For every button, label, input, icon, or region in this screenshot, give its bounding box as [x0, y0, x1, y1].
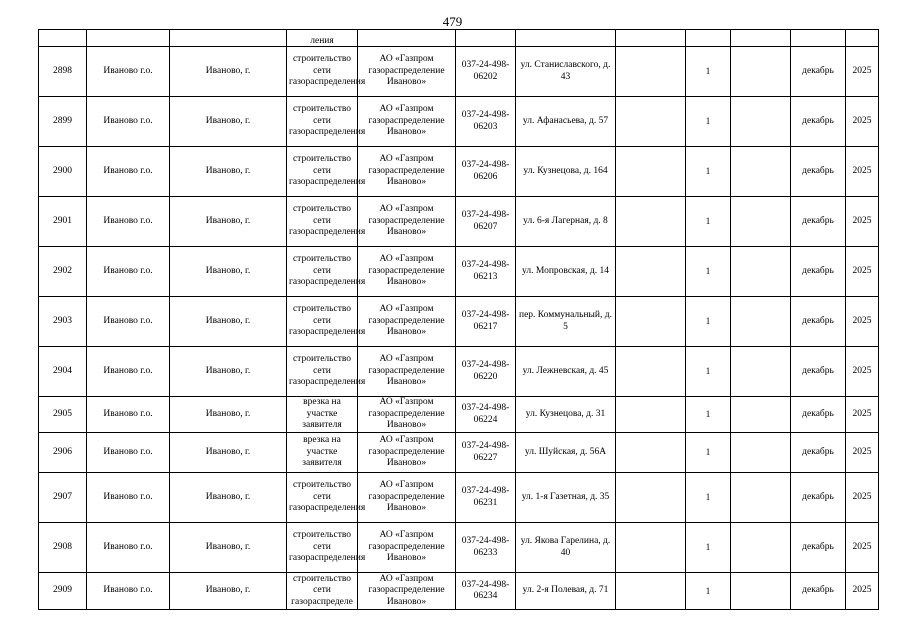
work-type-cell: строительство сети газораспределе — [287, 573, 358, 610]
month-cell: декабрь — [791, 247, 846, 297]
settlement-cell: Иваново, г. — [170, 397, 287, 433]
month-cell: декабрь — [791, 147, 846, 197]
year-cell: 2025 — [846, 197, 879, 247]
month-cell: декабрь — [791, 347, 846, 397]
month-cell: декабрь — [791, 573, 846, 610]
row-number-cell: 2898 — [39, 47, 87, 97]
organization-cell: АО «Газпром газораспределение Иваново» — [358, 97, 456, 147]
table-row — [39, 297, 879, 347]
code-cell: 037-24-498-06217 — [456, 297, 516, 347]
organization-cell: АО «Газпром газораспределение Иваново» — [358, 247, 456, 297]
mark-cell: 1 — [686, 523, 731, 573]
mark-cell: 1 — [686, 97, 731, 147]
address-cell: пер. Коммунальный, д. 5 — [516, 297, 616, 347]
year-cell: 2025 — [846, 147, 879, 197]
blank-cell — [731, 397, 791, 433]
work-type-cell: строительство сети газораспределения — [287, 247, 358, 297]
table-row — [39, 573, 879, 610]
month-cell: декабрь — [791, 297, 846, 347]
work-type-cell: строительство сети газораспределения — [287, 347, 358, 397]
settlement-cell: Иваново, г. — [170, 197, 287, 247]
organization-cell: АО «Газпром газораспределение Иваново» — [358, 47, 456, 97]
code-cell: 037-24-498-06227 — [456, 433, 516, 473]
code-cell: 037-24-498-06206 — [456, 147, 516, 197]
address-cell: ул. 1-я Газетная, д. 35 — [516, 473, 616, 523]
municipality-cell: Иваново г.о. — [87, 523, 170, 573]
work-type-cell: строительство сети газораспределения — [287, 47, 358, 97]
code-cell: 037-24-498-06213 — [456, 247, 516, 297]
work-type-cell: строительство сети газораспределения — [287, 97, 358, 147]
municipality-cell: Иваново г.о. — [87, 573, 170, 610]
blank-cell — [731, 197, 791, 247]
blank-cell — [731, 573, 791, 610]
code-cell: 037-24-498-06224 — [456, 397, 516, 433]
table-row — [39, 247, 879, 297]
address-cell: ул. Мопровская, д. 14 — [516, 247, 616, 297]
year-cell: 2025 — [846, 297, 879, 347]
mark-cell: 1 — [686, 147, 731, 197]
row-number-cell: 2905 — [39, 397, 87, 433]
organization-cell: АО «Газпром газораспределение Иваново» — [358, 197, 456, 247]
blank-cell — [731, 473, 791, 523]
table-row — [39, 523, 879, 573]
row-number-cell: 2907 — [39, 473, 87, 523]
address-cell: ул. Лежневская, д. 45 — [516, 347, 616, 397]
row-number-cell: 2906 — [39, 433, 87, 473]
mark-cell: 1 — [686, 433, 731, 473]
blank-cell — [731, 97, 791, 147]
municipality-cell: Иваново г.о. — [87, 397, 170, 433]
registry-table — [38, 29, 879, 610]
mark-cell: 1 — [686, 347, 731, 397]
year-cell: 2025 — [846, 97, 879, 147]
settlement-cell: Иваново, г. — [170, 297, 287, 347]
municipality-cell: Иваново г.о. — [87, 247, 170, 297]
settlement-cell: Иваново, г. — [170, 523, 287, 573]
organization-cell: АО «Газпром газораспределение Иваново» — [358, 397, 456, 433]
address-cell: ул. Шуйская, д. 56А — [516, 433, 616, 473]
address-cell: ул. Якова Гарелина, д. 40 — [516, 523, 616, 573]
blank-cell — [731, 347, 791, 397]
table-row — [39, 347, 879, 397]
row-number-cell: 2901 — [39, 197, 87, 247]
settlement-cell: Иваново, г. — [170, 573, 287, 610]
municipality-cell: Иваново г.о. — [87, 347, 170, 397]
organization-cell: АО «Газпром газораспределение Иваново» — [358, 433, 456, 473]
code-cell: 037-24-498-06220 — [456, 347, 516, 397]
blank-cell — [731, 247, 791, 297]
year-cell: 2025 — [846, 397, 879, 433]
code-cell: 037-24-498-06207 — [456, 197, 516, 247]
code-cell: 037-24-498-06233 — [456, 523, 516, 573]
month-cell: декабрь — [791, 473, 846, 523]
municipality-cell: Иваново г.о. — [87, 433, 170, 473]
year-cell: 2025 — [846, 473, 879, 523]
blank-cell — [616, 297, 686, 347]
page-number: 479 — [442, 14, 463, 29]
table-row — [39, 473, 879, 523]
work-type-cell: строительство сети газораспределения — [287, 523, 358, 573]
address-cell: ул. 2-я Полевая, д. 71 — [516, 573, 616, 610]
month-cell: декабрь — [791, 97, 846, 147]
row-number-cell: 2899 — [39, 97, 87, 147]
work-type-cell: ления — [287, 30, 358, 47]
row-number-cell: 2900 — [39, 147, 87, 197]
address-cell: ул. Афанасьева, д. 57 — [516, 97, 616, 147]
table-row — [39, 147, 879, 197]
row-number-cell: 2903 — [39, 297, 87, 347]
blank-cell — [616, 97, 686, 147]
row-number-cell: 2904 — [39, 347, 87, 397]
month-cell: декабрь — [791, 397, 846, 433]
mark-cell: 1 — [686, 297, 731, 347]
municipality-cell: Иваново г.о. — [87, 97, 170, 147]
month-cell: декабрь — [791, 47, 846, 97]
settlement-cell: Иваново, г. — [170, 97, 287, 147]
code-cell: 037-24-498-06203 — [456, 97, 516, 147]
table-row — [39, 433, 879, 473]
organization-cell: АО «Газпром газораспределение Иваново» — [358, 573, 456, 610]
municipality-cell: Иваново г.о. — [87, 473, 170, 523]
mark-cell: 1 — [686, 197, 731, 247]
work-type-cell: строительство сети газораспределения — [287, 297, 358, 347]
continuation-row — [39, 30, 879, 47]
year-cell: 2025 — [846, 47, 879, 97]
table-row — [39, 197, 879, 247]
settlement-cell: Иваново, г. — [170, 47, 287, 97]
blank-cell — [616, 247, 686, 297]
work-type-cell: врезка на участке заявителя — [287, 397, 358, 433]
blank-cell — [616, 433, 686, 473]
mark-cell: 1 — [686, 573, 731, 610]
settlement-cell: Иваново, г. — [170, 347, 287, 397]
blank-cell — [616, 397, 686, 433]
address-cell: ул. Станиславского, д. 43 — [516, 47, 616, 97]
work-type-cell: врезка на участке заявителя — [287, 433, 358, 473]
table-row — [39, 47, 879, 97]
code-cell: 037-24-498-06202 — [456, 47, 516, 97]
blank-cell — [616, 573, 686, 610]
municipality-cell: Иваново г.о. — [87, 197, 170, 247]
blank-cell — [616, 47, 686, 97]
mark-cell: 1 — [686, 247, 731, 297]
settlement-cell: Иваново, г. — [170, 147, 287, 197]
row-number-cell: 2902 — [39, 247, 87, 297]
table-row — [39, 97, 879, 147]
settlement-cell: Иваново, г. — [170, 473, 287, 523]
settlement-cell: Иваново, г. — [170, 247, 287, 297]
blank-cell — [616, 197, 686, 247]
code-cell: 037-24-498-06231 — [456, 473, 516, 523]
address-cell: ул. Кузнецова, д. 31 — [516, 397, 616, 433]
work-type-cell: строительство сети газораспределения — [287, 473, 358, 523]
work-type-cell: строительство сети газораспределения — [287, 147, 358, 197]
work-type-cell: строительство сети газораспределения — [287, 197, 358, 247]
month-cell: декабрь — [791, 523, 846, 573]
blank-cell — [616, 147, 686, 197]
organization-cell: АО «Газпром газораспределение Иваново» — [358, 523, 456, 573]
blank-cell — [616, 347, 686, 397]
settlement-cell: Иваново, г. — [170, 433, 287, 473]
organization-cell: АО «Газпром газораспределение Иваново» — [358, 473, 456, 523]
municipality-cell: Иваново г.о. — [87, 47, 170, 97]
mark-cell: 1 — [686, 47, 731, 97]
year-cell: 2025 — [846, 573, 879, 610]
municipality-cell: Иваново г.о. — [87, 147, 170, 197]
year-cell: 2025 — [846, 247, 879, 297]
mark-cell: 1 — [686, 473, 731, 523]
blank-cell — [731, 523, 791, 573]
blank-cell — [731, 147, 791, 197]
month-cell: декабрь — [791, 433, 846, 473]
organization-cell: АО «Газпром газораспределение Иваново» — [358, 297, 456, 347]
year-cell: 2025 — [846, 433, 879, 473]
blank-cell — [731, 47, 791, 97]
address-cell: ул. Кузнецова, д. 164 — [516, 147, 616, 197]
row-number-cell: 2908 — [39, 523, 87, 573]
blank-cell — [731, 433, 791, 473]
year-cell: 2025 — [846, 347, 879, 397]
year-cell: 2025 — [846, 523, 879, 573]
address-cell: ул. 6-я Лагерная, д. 8 — [516, 197, 616, 247]
row-number-cell: 2909 — [39, 573, 87, 610]
month-cell: декабрь — [791, 197, 846, 247]
code-cell: 037-24-498-06234 — [456, 573, 516, 610]
blank-cell — [731, 297, 791, 347]
organization-cell: АО «Газпром газораспределение Иваново» — [358, 347, 456, 397]
mark-cell: 1 — [686, 397, 731, 433]
organization-cell: АО «Газпром газораспределение Иваново» — [358, 147, 456, 197]
municipality-cell: Иваново г.о. — [87, 297, 170, 347]
table-row — [39, 397, 879, 433]
blank-cell — [616, 473, 686, 523]
blank-cell — [616, 523, 686, 573]
